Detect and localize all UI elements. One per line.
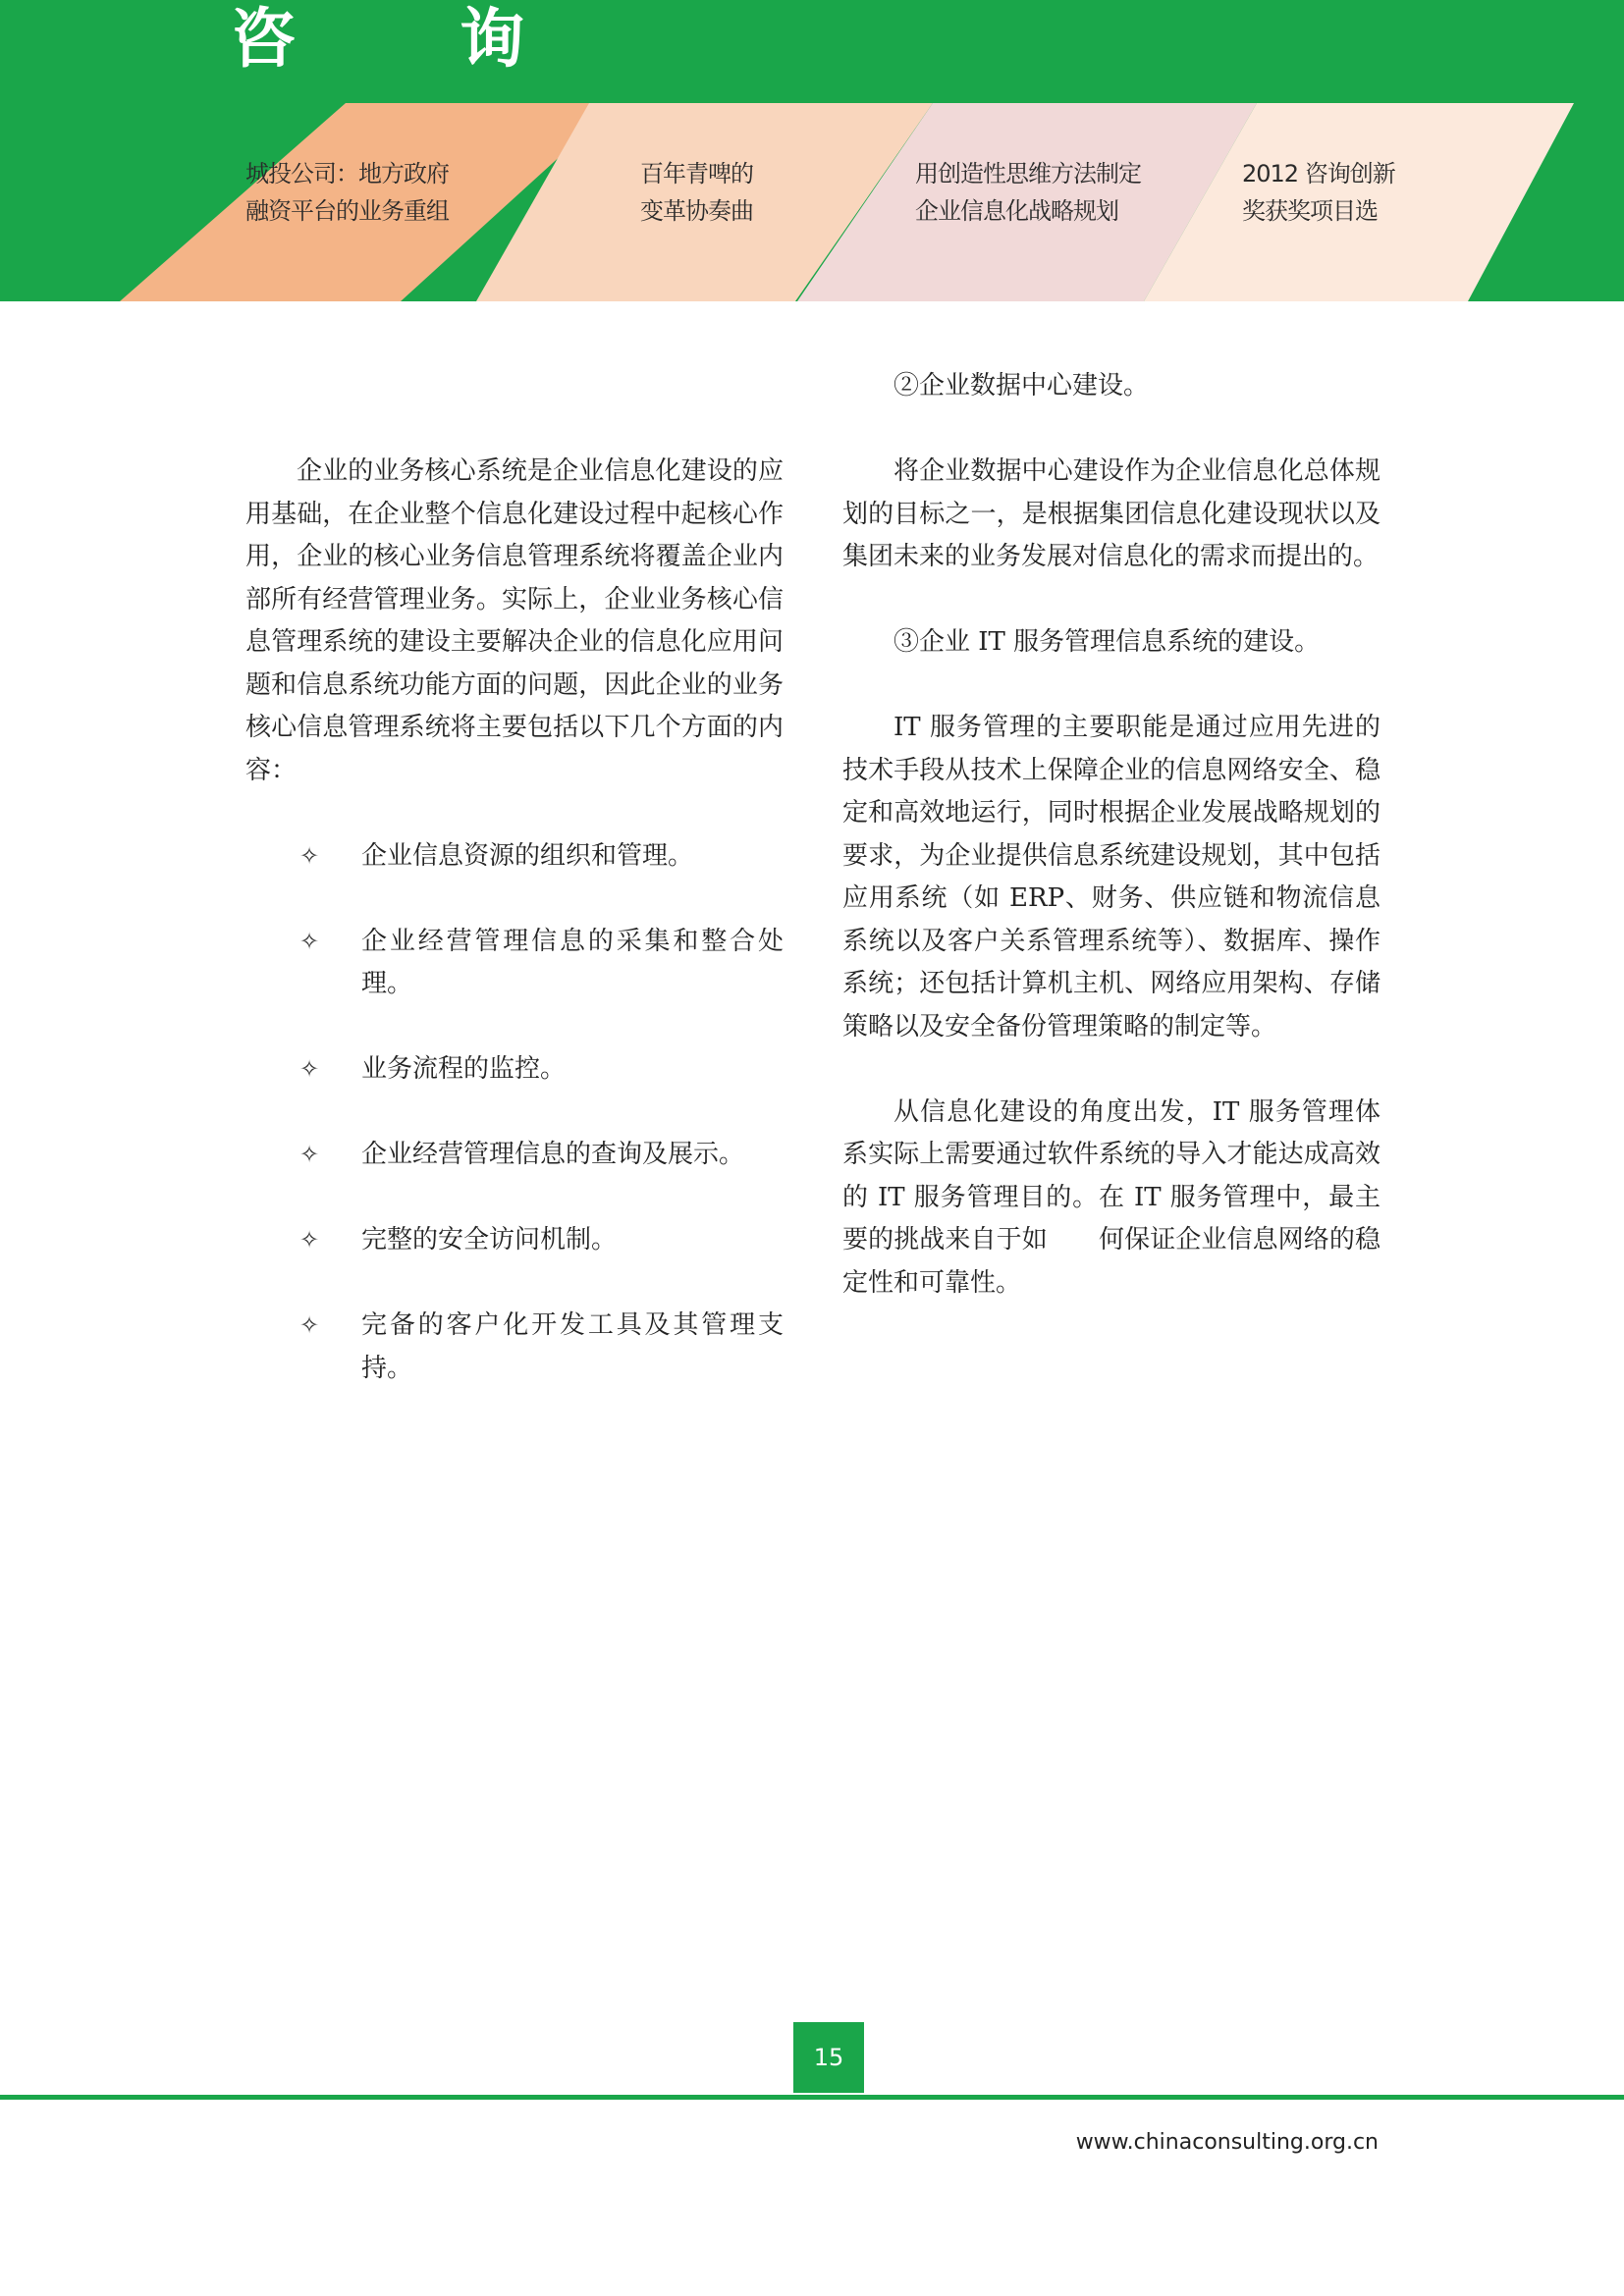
tab-article-4[interactable]	[1242, 155, 1395, 230]
diamond-bullet-icon: ✧	[299, 1311, 320, 1339]
footer-divider	[0, 2095, 1624, 2100]
bullet-text: 完备的客户化开发工具及其管理支持。	[361, 1310, 784, 1383]
right-column	[842, 365, 1380, 1348]
subhead-it-service: ③企业 IT 服务管理信息系统的建设。	[893, 627, 1321, 657]
diamond-bullet-icon: ✧	[299, 1141, 320, 1168]
diamond-bullet-icon: ✧	[299, 1226, 320, 1254]
bullet-list	[245, 835, 784, 1391]
bullet-item	[245, 1219, 784, 1262]
bullet-item	[245, 921, 784, 1006]
subhead-data-center: ②企业数据中心建设。	[893, 371, 1150, 400]
bullet-item	[245, 1134, 784, 1177]
tab-4-line-2: 奖获奖项目选	[1242, 197, 1378, 225]
intro-paragraph: 企业的业务核心系统是企业信息化建设的应用基础，在企业整个信息化建设过程中起核心作用，企业的核心业务信息管理系统将覆盖企业内部所有经营管理业务。实际上，企业业务核心信息管理系统的建设主要解决企业的信息化应用问题和信息系统功能方面的问题，因此企业的业务核心信息管理系统将主要包括以下几个方面的内容：	[245, 456, 784, 785]
tab-1-line-2: 融资平台的业务重组	[245, 197, 449, 225]
tab-4-line-1: 2012 咨询创新	[1242, 160, 1395, 187]
left-column	[245, 451, 784, 1433]
header-band	[0, 0, 1624, 301]
bullet-text: 企业经营管理信息的查询及展示。	[361, 1140, 745, 1169]
tab-2-line-1: 百年青啤的	[640, 160, 753, 187]
tab-3-line-1: 用创造性思维方法制定	[915, 160, 1141, 187]
tab-2-line-2: 变革协奏曲	[640, 197, 753, 225]
bullet-text: 企业信息资源的组织和管理。	[361, 840, 694, 871]
bullet-item	[245, 1305, 784, 1390]
bullet-item	[245, 835, 784, 879]
paragraph-data-center: 将企业数据中心建设作为企业信息化总体规划的目标之一，是根据集团信息化建设现状以及集团未来的业务发展对信息化的需求而提出的。	[842, 456, 1380, 571]
tab-article-3[interactable]	[915, 155, 1141, 230]
diamond-bullet-icon: ✧	[299, 841, 320, 870]
bullet-text: 企业经营管理信息的采集和整合处理。	[361, 926, 784, 998]
bullet-item	[245, 1048, 784, 1092]
tab-article-1[interactable]	[245, 155, 449, 230]
diamond-bullet-icon: ✧	[299, 1055, 320, 1083]
paragraph-it-service: IT 服务管理的主要职能是通过应用先进的技术手段从技术上保障企业的信息网络安全、稳定和高效地运行，同时根据企业发展战略规划的要求，为企业提供信息系统建设规划，其中包括应用系统（如 ERP、财务、供应链和物流信息系统以及客户关系管理系统等）、数据库、操作系统；还包括计算机主机、网络应用架构、存储策略以及安全备份管理策略的制定等。	[842, 713, 1380, 1041]
diamond-bullet-icon: ✧	[299, 927, 320, 955]
tab-article-2[interactable]	[640, 155, 753, 230]
footer-website-link[interactable]: www.chinaconsulting.org.cn	[1075, 2130, 1379, 2155]
paragraph-it-challenge: 从信息化建设的角度出发，IT 服务管理体系实际上需要通过软件系统的导入才能达成高效的 IT 服务管理目的。在 IT 服务管理中，最主要的挑战来自于如 何保证企业信息网络的稳定性和可靠性。	[842, 1096, 1380, 1298]
magazine-title: 咨 询	[231, 1, 595, 77]
page-number-badge: 15	[793, 2022, 864, 2093]
tab-1-line-1: 城投公司：地方政府	[245, 160, 449, 187]
bullet-text: 完整的安全访问机制。	[361, 1225, 618, 1255]
tab-3-line-2: 企业信息化战略规划	[915, 197, 1118, 225]
bullet-text: 业务流程的监控。	[361, 1054, 567, 1084]
